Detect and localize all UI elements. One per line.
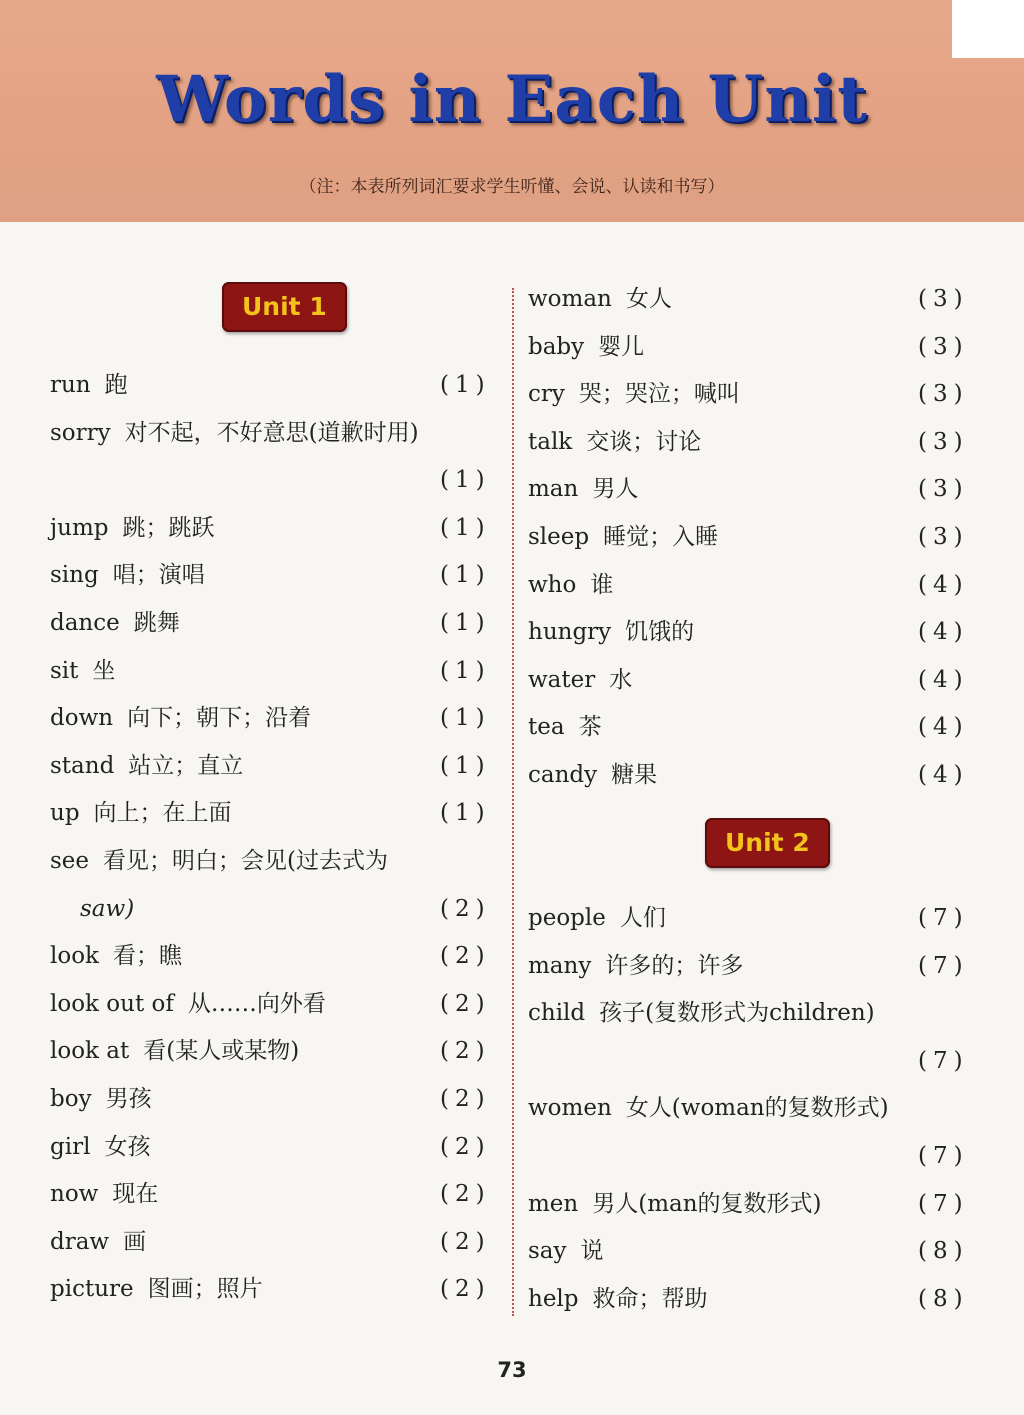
word-entry — [528, 1093, 889, 1123]
unit-reference: (2) — [440, 895, 491, 922]
word-chinese: 看(某人或某物) — [143, 1038, 300, 1065]
word-chinese: 向下；朝下；沿着 — [127, 705, 312, 732]
word-chinese: 唱；演唱 — [112, 562, 205, 589]
word-english: down — [50, 705, 114, 732]
word-entry — [528, 665, 632, 695]
word-english: cry — [528, 381, 565, 408]
unit-reference: (3) — [918, 333, 969, 360]
word-chinese: 从……向外看 — [187, 990, 326, 1017]
word-english: look — [50, 943, 99, 970]
word-chinese: 人们 — [619, 905, 666, 931]
unit-reference: (2) — [440, 1181, 491, 1208]
unit-1-badge: Unit 1 — [222, 282, 347, 332]
word-english: man — [528, 476, 579, 503]
word-entry — [50, 1084, 152, 1114]
word-entry — [50, 989, 326, 1019]
word-entry — [528, 617, 694, 647]
unit-reference: (3) — [918, 381, 969, 408]
word-entry — [50, 941, 182, 971]
word-english: say — [528, 1238, 567, 1265]
word-english: woman — [528, 286, 612, 312]
column-divider — [512, 288, 514, 1316]
word-entry — [528, 998, 875, 1028]
word-chinese: 女人 — [625, 286, 672, 312]
word-chinese: 女孩 — [104, 1133, 151, 1160]
word-entry — [50, 608, 180, 638]
word-english: run — [50, 372, 91, 398]
unit-reference: (7) — [918, 952, 969, 979]
word-entry — [528, 712, 602, 742]
unit-reference: (1) — [440, 610, 491, 636]
unit-reference: (4) — [918, 762, 969, 788]
word-entry — [50, 751, 243, 781]
word-entry — [50, 513, 214, 543]
word-english: talk — [528, 428, 573, 455]
word-english: sing — [50, 562, 99, 589]
unit-reference: (7) — [918, 1143, 969, 1169]
word-chinese: 图画；照片 — [147, 1276, 263, 1303]
word-english: picture — [50, 1276, 134, 1303]
word-english: sit — [50, 657, 79, 684]
word-chinese: 说 — [580, 1238, 604, 1265]
word-entry — [528, 427, 701, 457]
word-english: see — [50, 848, 90, 874]
word-english: look at — [50, 1038, 130, 1065]
word-english: stand — [50, 752, 115, 779]
unit-reference: (7) — [918, 905, 969, 931]
unit-reference: (4) — [918, 571, 969, 598]
corner-blank — [952, 0, 1024, 58]
word-chinese: 婴儿 — [598, 333, 645, 360]
word-english: men — [528, 1190, 579, 1217]
word-english: girl — [50, 1133, 91, 1160]
unit-reference: (1) — [440, 705, 491, 732]
unit-reference: (8) — [918, 1238, 969, 1265]
page-note: （注：本表所列词汇要求学生听懂、会说、认读和书写） — [299, 177, 725, 197]
unit-reference: (2) — [440, 1276, 491, 1303]
word-english: sorry — [50, 419, 111, 446]
word-entry — [50, 846, 388, 876]
word-english: tea — [528, 714, 565, 741]
word-english: many — [528, 952, 592, 979]
word-english: boy — [50, 1086, 92, 1112]
word-chinese: 对不起，不好意思(道歉时用) — [124, 419, 419, 446]
word-chinese: 跳舞 — [133, 610, 180, 636]
word-chinese: 画 — [123, 1228, 147, 1255]
word-chinese: 站立；直立 — [128, 752, 244, 779]
unit-reference: (1) — [440, 562, 491, 589]
unit-reference: (1) — [440, 514, 491, 541]
unit-reference: (3) — [918, 286, 969, 312]
word-english: candy — [528, 762, 598, 788]
word-chinese: 救命；帮助 — [592, 1285, 708, 1312]
page-number: 73 — [497, 1358, 527, 1382]
unit-reference: (2) — [440, 1038, 491, 1065]
word-entry — [50, 1179, 158, 1209]
word-english: sleep — [528, 524, 590, 550]
unit-reference: (2) — [440, 1133, 491, 1160]
word-chinese: 饥饿的 — [625, 619, 695, 646]
word-english: help — [528, 1285, 579, 1312]
word-entry — [50, 370, 128, 400]
word-english: dance — [50, 610, 120, 636]
word-entry — [528, 332, 644, 362]
unit-reference: (4) — [918, 666, 969, 693]
word-entry — [50, 1227, 146, 1257]
unit-reference: (2) — [440, 1086, 491, 1112]
page-title: Words in Each Unit — [156, 62, 868, 137]
word-entry — [80, 894, 148, 924]
word-chinese: 看见；明白；会见(过去式为 — [103, 848, 389, 874]
word-entry — [50, 798, 232, 828]
word-chinese: 看；瞧 — [113, 943, 182, 970]
word-chinese: 睡觉；入睡 — [603, 524, 719, 550]
unit-reference: (1) — [440, 800, 491, 827]
word-chinese: 茶 — [578, 714, 602, 741]
word-chinese: 水 — [609, 666, 633, 693]
word-chinese: 向上；在上面 — [93, 800, 232, 827]
word-entry — [528, 760, 657, 790]
unit-reference: (4) — [918, 714, 969, 741]
unit-reference: (2) — [440, 990, 491, 1017]
word-entry — [528, 522, 718, 552]
word-entry — [528, 1284, 708, 1314]
word-entry — [50, 656, 115, 686]
unit-reference: (2) — [440, 943, 491, 970]
word-chinese: 谁 — [590, 571, 614, 598]
word-entry — [50, 560, 205, 590]
unit-reference: (3) — [918, 428, 969, 455]
word-entry — [50, 1132, 150, 1162]
word-chinese: 跑 — [104, 372, 128, 398]
word-entry — [528, 1236, 604, 1266]
word-english: draw — [50, 1228, 110, 1255]
word-english: baby — [528, 333, 585, 360]
word-chinese: 男孩 — [105, 1086, 152, 1112]
word-entry — [528, 284, 672, 314]
word-english: look out of — [50, 990, 174, 1017]
unit-reference: (1) — [440, 657, 491, 684]
word-english: women — [528, 1095, 612, 1122]
word-english: up — [50, 800, 80, 827]
word-entry — [528, 570, 613, 600]
word-chinese: 坐 — [92, 657, 116, 684]
word-entry — [50, 1274, 263, 1304]
unit-reference: (4) — [918, 619, 969, 646]
word-entry — [528, 903, 666, 933]
word-english: jump — [50, 514, 109, 541]
word-chinese: 交谈；讨论 — [586, 428, 702, 455]
word-entry — [50, 1036, 299, 1066]
unit-reference: (1) — [440, 372, 491, 398]
word-entry — [528, 474, 638, 504]
word-entry — [50, 703, 311, 733]
word-chinese: 跳；跳跃 — [122, 514, 215, 541]
unit-reference: (3) — [918, 524, 969, 550]
word-chinese: 哭；哭泣；喊叫 — [578, 381, 740, 408]
word-entry — [528, 951, 743, 981]
word-english: now — [50, 1181, 99, 1208]
word-chinese: 女人(woman的复数形式) — [625, 1095, 889, 1122]
word-english: child — [528, 1000, 586, 1027]
word-english: hungry — [528, 619, 612, 646]
word-chinese: 男人(man的复数形式) — [592, 1190, 822, 1217]
word-entry — [528, 1189, 822, 1219]
unit-reference: (7) — [918, 1190, 969, 1217]
word-entry — [528, 379, 740, 409]
word-chinese: 现在 — [112, 1181, 159, 1208]
word-english: water — [528, 666, 596, 693]
word-chinese: 许多的；许多 — [605, 952, 744, 979]
word-english: people — [528, 905, 606, 931]
unit-reference: (3) — [918, 476, 969, 503]
unit-reference: (7) — [918, 1047, 969, 1074]
unit-reference: (8) — [918, 1285, 969, 1312]
unit-reference: (1) — [440, 467, 491, 494]
word-entry — [50, 418, 419, 448]
word-chinese: 孩子(复数形式为children) — [599, 1000, 875, 1027]
unit-reference: (1) — [440, 752, 491, 779]
unit-2-badge: Unit 2 — [705, 818, 830, 868]
word-chinese: 糖果 — [611, 762, 658, 788]
word-english: who — [528, 571, 577, 598]
word-english: saw) — [80, 895, 135, 922]
word-chinese: 男人 — [592, 476, 639, 503]
unit-reference: (2) — [440, 1228, 491, 1255]
